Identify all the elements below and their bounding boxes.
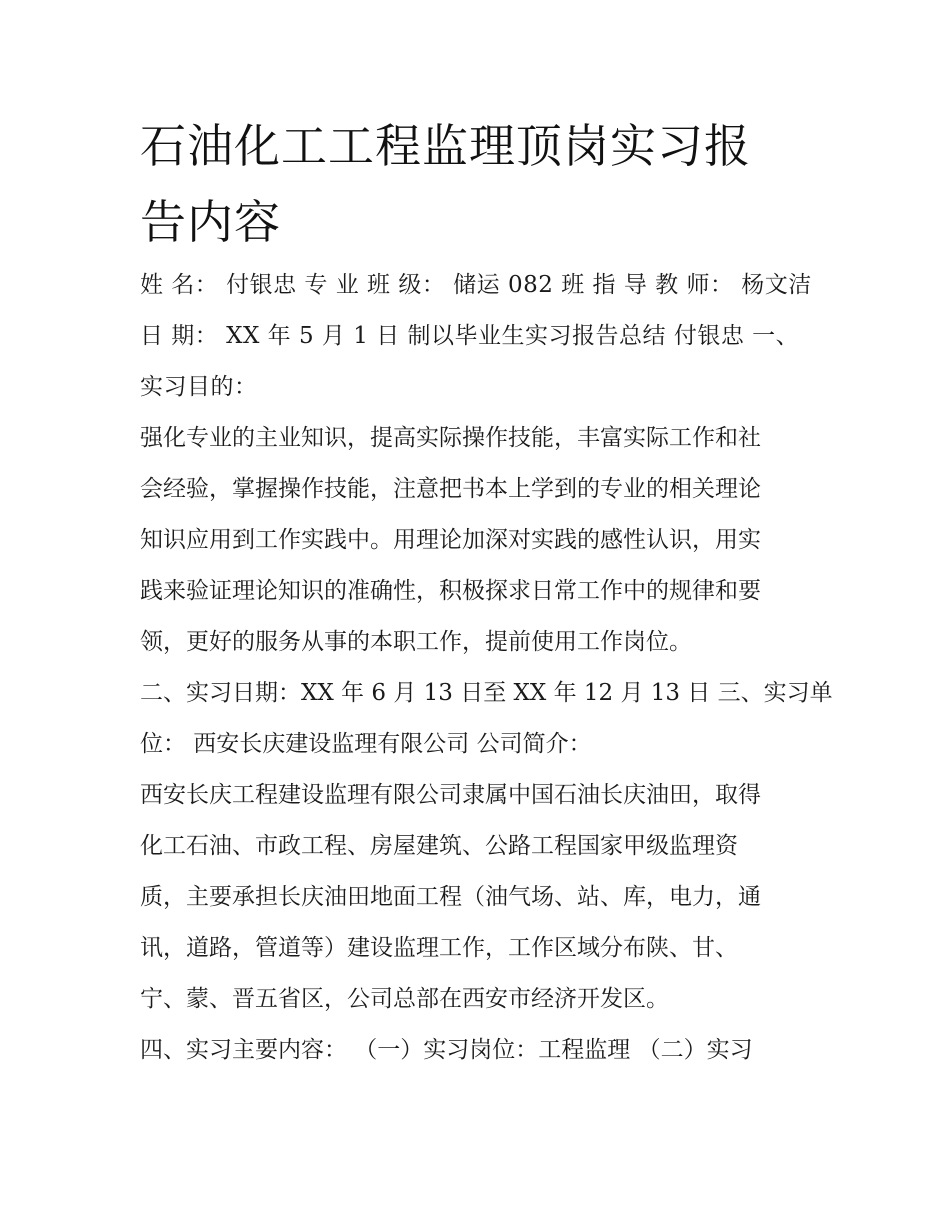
company-intro-paragraph (140, 770, 820, 1025)
purpose-line-1: 强化专业的主业知识，提高实际操作技能，丰富实际工作和社 (140, 425, 761, 451)
student-info-line-2: 日 期： XX 年 5 月 1 日 制以毕业生实习报告总结 付银忠 一、 (140, 323, 800, 349)
company-line-2: 化工石油、市政工程、房屋建筑、公路工程国家甲级监理资 (140, 833, 738, 859)
title-line-1: 石油化工工程监理顶岗实习报 (140, 119, 751, 173)
date-unit-paragraph (140, 668, 833, 770)
purpose-line-4: 践来验证理论知识的准确性，积极探求日常工作中的规律和要 (140, 578, 761, 604)
student-info-line-1: 姓 名： 付银忠 专 业 班 级： 储运 082 班 指 导 教 师： 杨文洁 (140, 272, 812, 298)
title-line-2: 告内容 (140, 195, 281, 249)
company-line-1: 西安长庆工程建设监理有限公司隶属中国石油长庆油田，取得 (140, 782, 761, 808)
purpose-line-2: 会经验，掌握操作技能，注意把书本上学到的专业的相关理论 (140, 476, 761, 502)
content-line-1: 四、实习主要内容： （一）实习岗位：工程监理 （二）实习 (140, 1037, 753, 1063)
document-title (140, 108, 820, 260)
main-content-paragraph (140, 1025, 820, 1076)
date-unit-line-1: 二、实习日期：XX 年 6 月 13 日至 XX 年 12 月 13 日 三、实习单 (140, 680, 833, 706)
purpose-line-3: 知识应用到工作实践中。用理论加深对实践的感性认识，用实 (140, 527, 761, 553)
company-line-3: 质，主要承担长庆油田地面工程（油气场、站、库，电力，通 (140, 884, 761, 910)
document-body (140, 108, 833, 1076)
company-line-4: 讯，道路，管道等）建设监理工作，工作区域分布陕、甘、 (140, 935, 738, 961)
company-line-5: 宁、蒙、晋五省区，公司总部在西安市经济开发区。 (140, 986, 669, 1012)
purpose-paragraph (140, 413, 820, 668)
date-unit-line-2: 位： 西安长庆建设监理有限公司 公司简介： (140, 731, 592, 757)
student-info-paragraph (140, 260, 820, 413)
purpose-line-5: 领，更好的服务从事的本职工作，提前使用工作岗位。 (140, 629, 692, 655)
student-info-line-3: 实习目的： (140, 374, 258, 400)
